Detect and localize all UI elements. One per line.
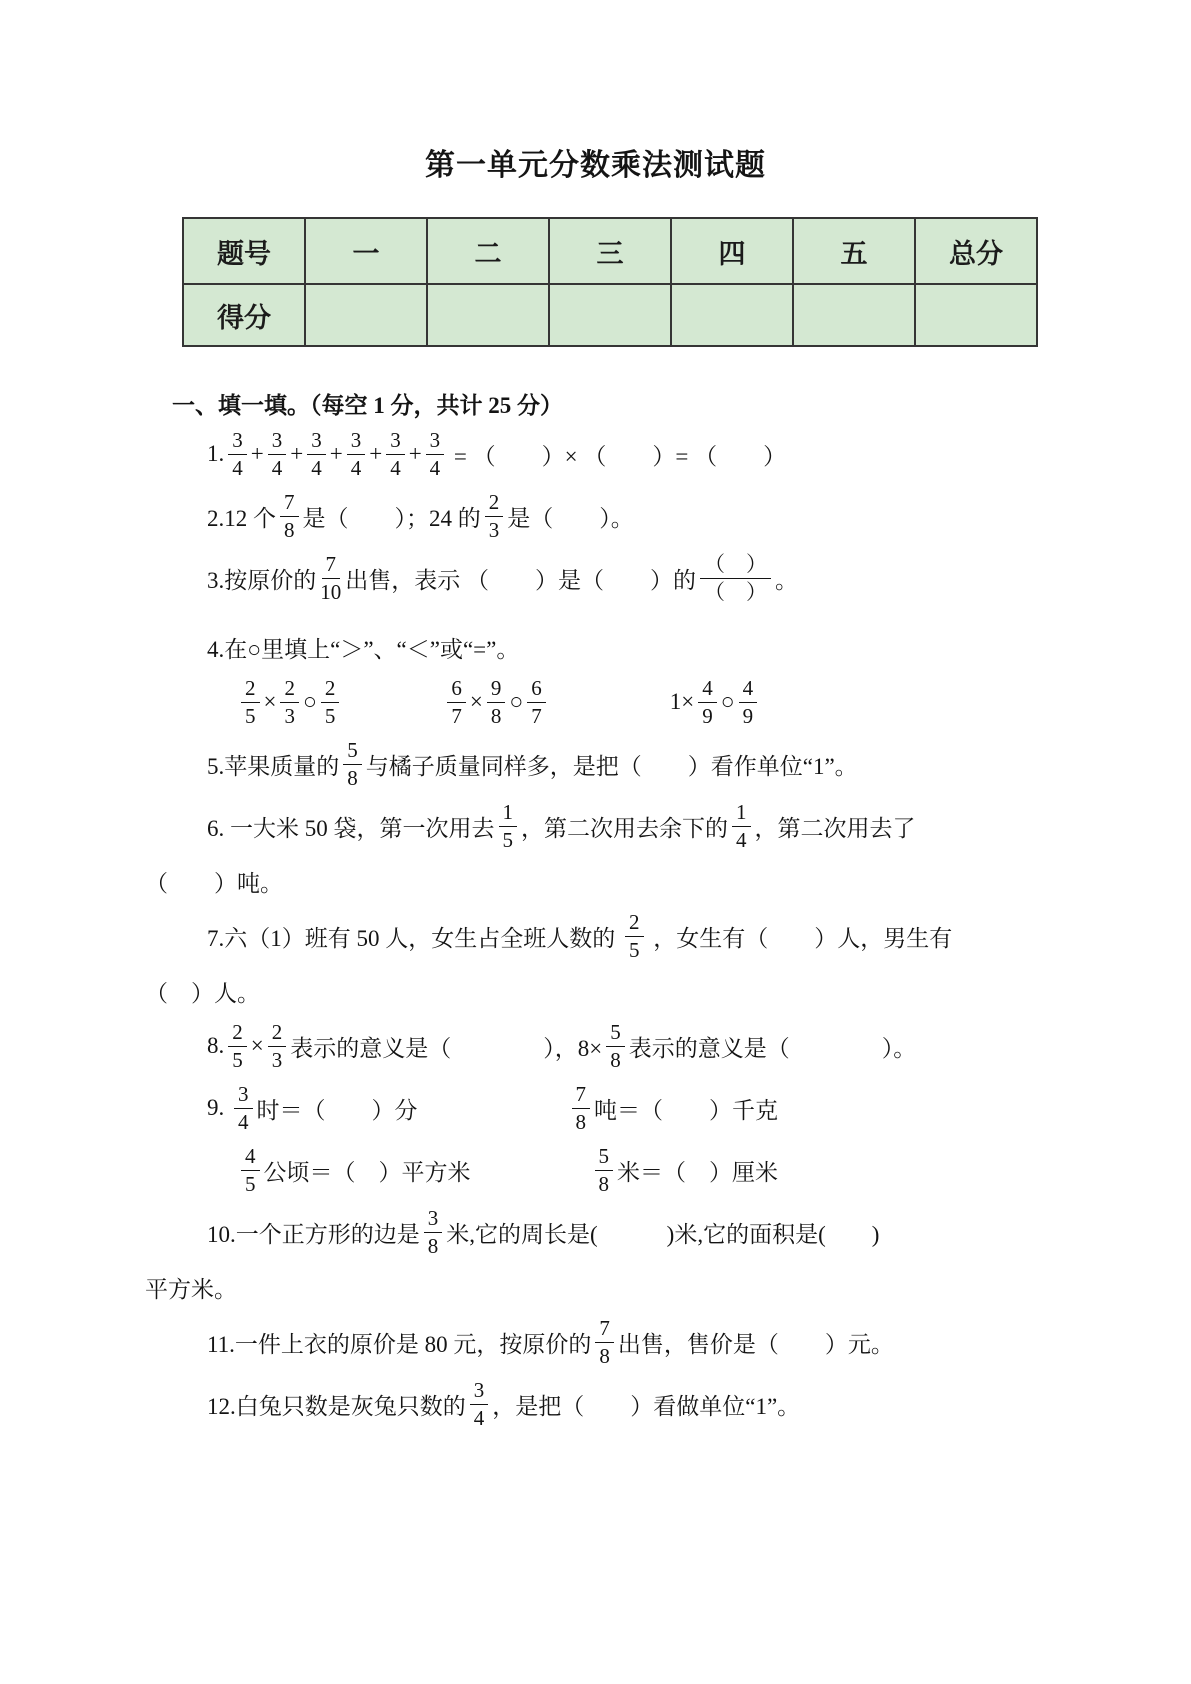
question-line <box>145 857 1046 905</box>
text-run: + <box>290 441 304 466</box>
fraction-numerator: 6 <box>527 676 546 703</box>
text-run: × <box>250 1033 264 1058</box>
fraction-numerator: 3 <box>386 428 405 455</box>
fraction <box>606 1020 625 1073</box>
fraction-numerator: 2 <box>321 676 340 703</box>
question-line <box>145 1201 1046 1263</box>
fraction-denominator: 5 <box>232 1047 243 1072</box>
fraction-denominator: 8 <box>598 1171 609 1196</box>
fraction <box>268 428 287 481</box>
fraction-denominator: 8 <box>284 517 295 542</box>
fraction <box>241 1144 260 1197</box>
fraction-numerator: 2 <box>485 490 504 517</box>
text-run: 是（ ）。 <box>507 505 634 531</box>
question-line <box>145 1311 1046 1373</box>
fraction-numerator: 7 <box>572 1082 591 1109</box>
fraction-denominator: 5 <box>629 937 640 962</box>
text-run: 吨＝（ ）千克 <box>594 1097 778 1123</box>
fraction-numerator: 1 <box>499 800 518 827</box>
fraction-numerator: 7 <box>280 490 299 517</box>
fraction-denominator: 5 <box>502 827 513 852</box>
score-cell-empty <box>427 284 549 346</box>
fraction <box>625 910 644 963</box>
fraction-denominator: 4 <box>232 455 243 480</box>
score-cell-empty <box>915 284 1037 346</box>
question-line <box>145 733 1046 795</box>
fraction-denominator: 8 <box>427 1233 439 1258</box>
fraction-numerator: 2 <box>625 910 644 937</box>
text-run: 。 <box>775 567 798 593</box>
fraction <box>228 428 247 481</box>
fraction-denominator: 7 <box>531 703 542 728</box>
text-run: ○ <box>509 689 524 714</box>
fraction-numerator: 3 <box>424 1206 443 1233</box>
fraction-numerator: 6 <box>447 676 466 703</box>
fraction-denominator: 4 <box>311 455 322 480</box>
text-run: 4.在○里填上“＞”、“＜”或“=”。 <box>207 636 520 662</box>
spacer <box>471 1170 591 1171</box>
fraction <box>386 428 405 481</box>
fraction-denominator: 8 <box>610 1047 621 1072</box>
question-line <box>145 547 1046 609</box>
question-line <box>145 1015 1046 1077</box>
fraction <box>280 676 299 729</box>
fraction <box>347 428 366 481</box>
fraction <box>700 552 771 605</box>
score-table-col-1: 一 <box>305 218 427 284</box>
text-run: × <box>469 689 483 714</box>
fraction-denominator: 8 <box>599 1343 610 1368</box>
text-run: 1. <box>207 441 225 466</box>
fraction-numerator: 5 <box>606 1020 625 1047</box>
fraction-numerator: 7 <box>322 552 341 579</box>
question-line <box>145 1139 1046 1201</box>
text-run: 表示的意义是（ ），8× <box>290 1035 603 1061</box>
fraction-numerator: 3 <box>234 1082 253 1109</box>
fraction <box>487 676 506 729</box>
fraction <box>426 428 445 481</box>
fraction <box>572 1082 591 1135</box>
fraction-numerator: 5 <box>595 1144 614 1171</box>
score-table-header-row <box>183 218 1037 284</box>
fraction <box>321 676 340 729</box>
fraction <box>343 738 362 791</box>
text-run: × <box>263 689 277 714</box>
fraction <box>595 1316 614 1369</box>
fraction <box>595 1144 614 1197</box>
text-run: ，第二次用去了 <box>754 815 916 841</box>
fraction-numerator: 3 <box>268 428 287 455</box>
question-line <box>145 485 1046 547</box>
fraction <box>320 552 341 605</box>
fraction-denominator: 7 <box>451 703 462 728</box>
fraction-denominator: 8 <box>575 1109 586 1134</box>
fraction <box>499 800 518 853</box>
fraction-denominator: 4 <box>736 827 747 852</box>
fraction-numerator: 3 <box>426 428 445 455</box>
text-run: 公顷＝（ ）平方米 <box>263 1159 471 1185</box>
score-table-col-3: 三 <box>549 218 671 284</box>
text-run: ○ <box>302 689 317 714</box>
fraction-numerator: 2 <box>228 1020 247 1047</box>
fraction-denominator: 3 <box>271 1047 283 1072</box>
fraction-numerator: 2 <box>241 676 260 703</box>
question-list <box>145 423 1046 1435</box>
fraction-numerator: 4 <box>739 676 758 703</box>
fraction <box>527 676 546 729</box>
fraction-denominator: 3 <box>488 517 500 542</box>
section-heading: 一、填一填。（每空 1 分，共计 25 分） <box>172 392 563 418</box>
fraction <box>698 676 717 729</box>
text-run: 表示的意义是（ ）。 <box>628 1035 917 1061</box>
fraction-denominator: 4 <box>390 455 401 480</box>
fraction-denominator: 8 <box>490 703 502 728</box>
fraction-denominator: 9 <box>702 703 713 728</box>
fraction <box>470 1378 489 1431</box>
fraction-denominator: 5 <box>324 703 336 728</box>
fraction-denominator: （ ） <box>704 579 767 604</box>
text-run: 7.六（1）班有 50 人，女生占全班人数的 <box>207 925 621 951</box>
text-run: 平方米。 <box>145 1276 237 1302</box>
text-run: + <box>329 441 343 466</box>
score-cell-empty <box>671 284 793 346</box>
text-run: 出售，表示 （ ）是（ ）的 <box>345 567 696 593</box>
fraction-numerator: 3 <box>228 428 247 455</box>
fraction-denominator: 4 <box>238 1109 249 1134</box>
fraction-numerator: 3 <box>470 1378 489 1405</box>
spacer <box>550 702 670 703</box>
fraction <box>739 676 758 729</box>
fraction-numerator: 4 <box>698 676 717 703</box>
text-run: ，第二次用去余下的 <box>521 815 728 841</box>
fraction-numerator: （ ） <box>700 552 771 579</box>
text-run: 8. <box>207 1033 225 1058</box>
fraction-denominator: 5 <box>245 1171 256 1196</box>
fraction-denominator: 3 <box>284 703 295 728</box>
text-run: 12.白兔只数是灰兔只数的 <box>207 1393 466 1419</box>
spacer <box>207 702 237 703</box>
text-run: 3.按原价的 <box>207 567 317 593</box>
question-line <box>145 1373 1046 1435</box>
text-run: 与橘子质量同样多，是把（ ）看作单位“1”。 <box>365 753 858 779</box>
text-run: ，女生有（ ）人，男生有 <box>647 925 953 951</box>
fraction-denominator: 8 <box>347 765 358 790</box>
question-line <box>145 905 1046 967</box>
fraction <box>447 676 466 729</box>
question-line <box>145 671 1046 733</box>
spacer <box>418 1108 568 1109</box>
text-run: ○ <box>720 689 735 714</box>
text-run: ，是把（ ）看做单位“1”。 <box>492 1393 801 1419</box>
fraction <box>241 676 260 729</box>
text-run: 米,它的周长是( )米,它的面积是( ) <box>446 1221 880 1247</box>
fraction-numerator: 7 <box>595 1316 614 1343</box>
fraction <box>280 490 299 543</box>
page-title: 第一单元分数乘法测试题 <box>425 149 766 182</box>
text-run: 米＝（ ）厘米 <box>617 1159 778 1185</box>
text-run: 2.12 个 <box>207 505 276 531</box>
text-run: = （ ）× （ ）= （ ） <box>448 443 787 469</box>
score-cell-empty <box>793 284 915 346</box>
fraction-numerator: 9 <box>487 676 506 703</box>
question-line <box>145 1077 1046 1139</box>
fraction-numerator: 4 <box>241 1144 260 1171</box>
text-run: 9. <box>207 1095 230 1120</box>
content <box>145 383 1046 1435</box>
fraction-denominator: 5 <box>245 703 256 728</box>
score-table-col-5: 五 <box>793 218 915 284</box>
fraction <box>228 1020 247 1073</box>
fraction-numerator: 3 <box>307 428 326 455</box>
fraction-numerator: 2 <box>268 1020 287 1047</box>
text-run: + <box>369 441 383 466</box>
text-run: 11.一件上衣的原价是 80 元，按原价的 <box>207 1331 592 1357</box>
fraction-denominator: 4 <box>350 455 362 480</box>
fraction-numerator: 5 <box>343 738 362 765</box>
fraction <box>424 1206 443 1259</box>
fraction-denominator: 9 <box>742 703 754 728</box>
text-run: 5.苹果质量的 <box>207 753 340 779</box>
text-run: （ ）人。 <box>145 980 260 1006</box>
question-line <box>145 967 1046 1015</box>
question-line <box>145 1263 1046 1311</box>
score-table-col-2: 二 <box>427 218 549 284</box>
fraction-numerator: 2 <box>280 676 299 703</box>
fraction <box>268 1020 287 1073</box>
text-run: 10.一个正方形的边是 <box>207 1221 420 1247</box>
question-line <box>145 623 1046 671</box>
score-label: 得分 <box>183 284 305 346</box>
score-table-header-label: 题号 <box>183 218 305 284</box>
fraction <box>485 490 504 543</box>
spacer <box>207 1170 237 1171</box>
fraction <box>234 1082 253 1135</box>
question-line <box>145 423 1046 485</box>
text-run: + <box>408 441 422 466</box>
fraction-numerator: 1 <box>732 800 751 827</box>
fraction-denominator: 4 <box>271 455 283 480</box>
text-run: 出售，售价是（ ）元。 <box>617 1331 894 1357</box>
score-cell-empty <box>305 284 427 346</box>
fraction-denominator: 10 <box>320 579 342 604</box>
score-table <box>182 217 1038 347</box>
fraction <box>732 800 751 853</box>
fraction <box>307 428 326 481</box>
text-run: （ ）吨。 <box>145 870 283 896</box>
question-line <box>145 795 1046 857</box>
text-run: 1× <box>669 689 695 714</box>
fraction-numerator: 3 <box>347 428 366 455</box>
score-table-col-4: 四 <box>671 218 793 284</box>
text-run: 6. 一大米 50 袋，第一次用去 <box>207 815 495 841</box>
text-run: + <box>250 441 264 466</box>
score-cell-empty <box>549 284 671 346</box>
text-run: 时＝（ ）分 <box>256 1097 418 1123</box>
text-run: 是（ ）；24 的 <box>302 505 481 531</box>
fraction-denominator: 4 <box>473 1405 485 1430</box>
score-table-col-total: 总分 <box>915 218 1037 284</box>
spacer <box>343 702 443 703</box>
fraction-denominator: 4 <box>429 455 441 480</box>
score-table-score-row <box>183 284 1037 346</box>
